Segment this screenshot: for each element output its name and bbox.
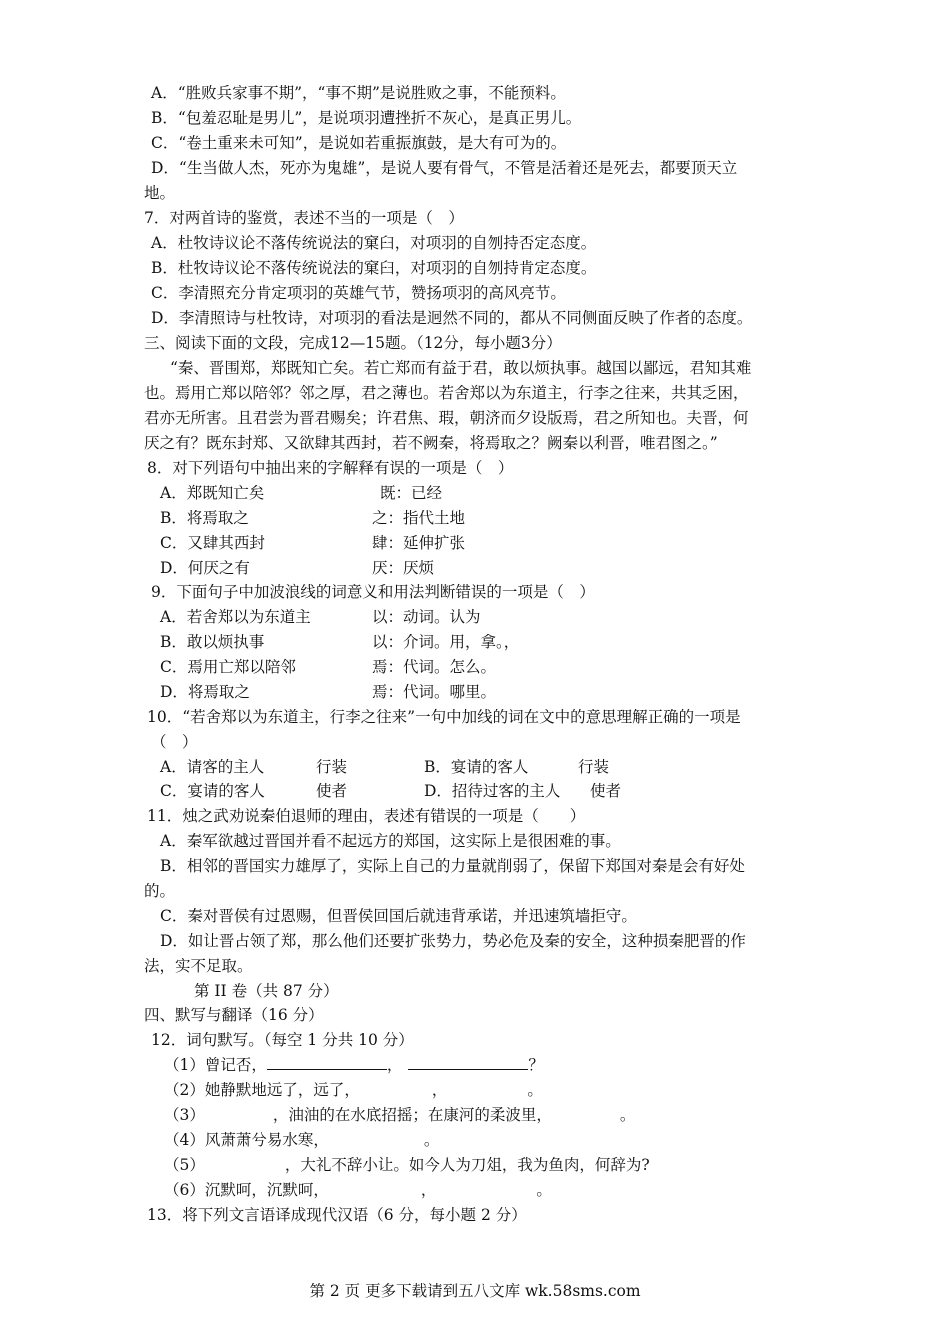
q12-item-1-sep: ，	[386, 1056, 403, 1074]
q8-option-b-gloss: 之：指代土地	[372, 509, 466, 527]
passage-line-1: “秦、晋围郑，郑既知亡矣。若亡郑而有益于君，敢以烦执事。越国以鄙远，君知其难	[170, 359, 752, 377]
q11-option-d: D．如让晋占领了郑，那么他们还要扩张势力，势必危及秦的安全，这种损秦肥晋的作	[160, 932, 746, 950]
q10-option-d-second: 使者	[590, 782, 622, 800]
q8-option-a-gloss: 既：已经	[380, 484, 443, 502]
q10-option-a: A．请客的主人	[160, 758, 265, 776]
q11-option-b-continued: 的。	[144, 882, 176, 900]
page-footer: 第 2 页 更多下载请到五八文库 wk.58sms.com	[309, 1282, 641, 1300]
q9-stem: 9．下面句子中加波浪线的词意义和用法判断错误的一项是（ ）	[151, 583, 595, 601]
q7-option-b: B．杜牧诗议论不落传统说法的窠臼，对项羽的自刎持肯定态度。	[151, 259, 597, 277]
q10-option-a-second: 行装	[316, 758, 348, 776]
q10-option-b-second: 行装	[578, 758, 610, 776]
part-2-title: 第 II 卷（共 87 分）	[194, 982, 339, 1000]
q9-option-b-gloss: 以：介词。用，拿。，	[372, 633, 520, 651]
q12-item-3-end: 。	[619, 1106, 636, 1124]
passage-line-4: 厌之有？既东封郑、又欲肆其西封，若不阙秦，将焉取之？阙秦以利晋，唯君图之。”	[144, 434, 718, 452]
q6-option-a: A．“胜败兵家事不期”，“事不期”是说胜败之事，不能预料。	[151, 84, 566, 102]
q8-option-c: C．又肆其西封	[160, 534, 265, 552]
passage-line-2: 也。焉用亡郑以陪邻？邻之厚，君之薄也。若舍郑以为东道主，行李之往来，共其乏困，	[144, 384, 749, 402]
q12-item-4-text: （4）风萧萧兮易水寒，	[164, 1131, 329, 1149]
q6-option-b: B．“包羞忍耻是男儿”，是说项羽遭挫折不灰心，是真正男儿。	[151, 109, 582, 127]
q8-option-b: B．将焉取之	[160, 509, 249, 527]
q9-option-b: B．敢以烦执事	[160, 633, 265, 651]
q12-item-1-text: （1）曾记否，	[164, 1056, 267, 1074]
section-4-title: 四、默写与翻译（16 分）	[144, 1006, 324, 1024]
q12-item-6	[164, 1178, 552, 1202]
q12-item-2-text: （2）她静默地远了，远了，	[164, 1081, 360, 1099]
q12-item-1-end: ？	[528, 1056, 544, 1074]
q12-item-4	[164, 1128, 439, 1152]
q8-option-d: D．何厌之有	[160, 559, 250, 577]
q8-stem: 8．对下列语句中抽出来的字解释有误的一项是（ ）	[147, 459, 514, 477]
q6-option-d-continued: 地。	[144, 184, 176, 202]
q12-item-6-end: 。	[536, 1181, 552, 1199]
q12-item-4-end: 。	[423, 1131, 440, 1149]
q12-item-1-blank-2[interactable]	[408, 1053, 528, 1070]
q9-option-a: A．若舍郑以为东道主	[160, 608, 311, 626]
q11-option-b: B．相邻的晋国实力雄厚了，实际上自己的力量就削弱了，保留下郑国对秦是会有好处	[160, 857, 745, 875]
passage-line-3: 君亦无所害。且君尝为晋君赐矣；许君焦、瑕，朝济而夕设版焉，君之所知也。夫晋，何	[144, 409, 749, 427]
q10-stem-continued: （ ）	[151, 733, 198, 751]
q9-option-d: D．将焉取之	[160, 683, 250, 701]
q11-option-d-continued: 法，实不足取。	[144, 957, 253, 975]
q12-item-5-rest: ，大礼不辞小让。如今人为刀俎，我为鱼肉，何辞为?	[284, 1156, 650, 1174]
q10-option-c-second: 使者	[316, 782, 348, 800]
q7-option-d: D．李清照诗与杜牧诗，对项羽的看法是迥然不同的，都从不同侧面反映了作者的态度。	[151, 309, 753, 327]
q6-option-c: C．“卷土重来未可知”，是说如若重振旗鼓，是大有可为的。	[151, 134, 567, 152]
q12-item-6-sep: ，	[420, 1181, 437, 1199]
q12-item-3-text: （3）	[164, 1106, 205, 1124]
section-3-title: 三、阅读下面的文段，完成12—15题。（12分，每小题3分）	[144, 334, 562, 352]
q12-item-5-text: （5）	[164, 1156, 205, 1174]
q8-option-d-gloss: 厌：厌烦	[372, 559, 435, 577]
q12-item-6-text: （6）沉默呵，沉默呵，	[164, 1181, 329, 1199]
q12-item-3	[164, 1103, 635, 1127]
q10-option-b: B．宴请的客人	[424, 758, 529, 776]
q7-stem: 7．对两首诗的鉴赏，表述不当的一项是（ ）	[144, 209, 464, 227]
q12-item-1	[164, 1053, 544, 1077]
q11-stem: 11．烛之武劝说秦伯退师的理由，表述有错误的一项是（ ）	[147, 807, 586, 825]
q10-option-c: C．宴请的客人	[160, 782, 265, 800]
q9-option-c-gloss: 焉：代词。怎么。	[372, 658, 497, 676]
q11-option-c: C．秦对晋侯有过恩赐，但晋侯回国后就违背承诺，并迅速筑墙拒守。	[160, 907, 637, 925]
q11-option-a: A．秦军欲越过晋国并看不起远方的郑国，这实际上是很困难的事。	[160, 832, 621, 850]
q10-stem: 10．“若舍郑以为东道主，行李之往来”一句中加线的词在文中的意思理解正确的一项是	[147, 708, 741, 726]
q12-item-3-mid: ，油油的在水底招摇；在康河的柔波里，	[272, 1106, 552, 1124]
q13-stem: 13．将下列文言语译成现代汉语（6 分，每小题 2 分）	[147, 1206, 527, 1224]
q12-item-5	[164, 1153, 650, 1177]
q9-option-c: C．焉用亡郑以陪邻	[160, 658, 296, 676]
q9-option-a-gloss: 以：动词。认为	[372, 608, 481, 626]
q7-option-c: C．李清照充分肯定项羽的英雄气节，赞扬项羽的高风亮节。	[151, 284, 566, 302]
q6-option-d: D．“生当做人杰，死亦为鬼雄”，是说人要有骨气，不管是活着还是死去，都要顶天立	[151, 159, 738, 177]
q7-option-a: A．杜牧诗议论不落传统说法的窠臼，对项羽的自刎持否定态度。	[151, 234, 597, 252]
q8-option-a: A．郑既知亡矣	[160, 484, 265, 502]
q12-item-1-blank-1[interactable]	[267, 1053, 387, 1070]
q9-option-d-gloss: 焉：代词。哪里。	[372, 683, 497, 701]
q12-item-2-sep: ，	[431, 1081, 448, 1099]
q12-item-2-end: 。	[527, 1081, 543, 1099]
q12-item-2	[164, 1078, 543, 1102]
q10-option-d: D．招待过客的主人	[424, 782, 561, 800]
q8-option-c-gloss: 肆：延伸扩张	[372, 534, 466, 552]
q12-stem: 12．词句默写。（每空 1 分共 10 分）	[151, 1031, 414, 1049]
